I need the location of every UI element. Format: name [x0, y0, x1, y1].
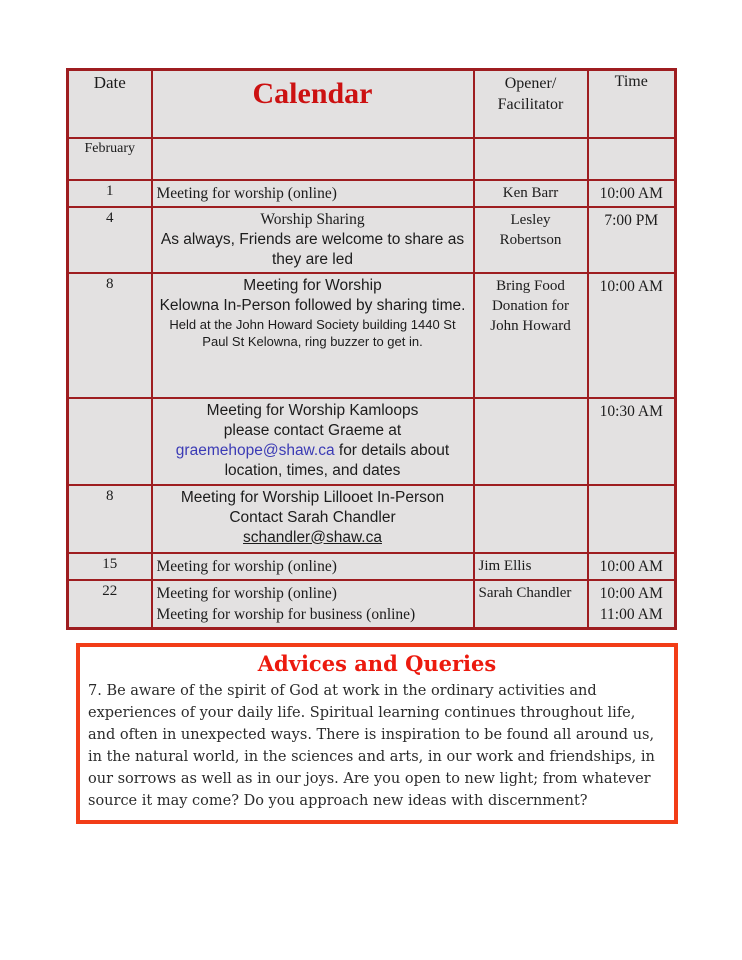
header-calendar: [152, 70, 474, 138]
cell-event: [152, 273, 474, 398]
event-line: please contact Graeme at: [223, 421, 402, 439]
cell-time: [588, 485, 676, 553]
cell-time: 10:00 AM: [588, 273, 676, 398]
advices-queries-box: [76, 643, 678, 824]
cell-opener: [474, 398, 588, 485]
event-note: Held at the John Howard Society building 1440 St Paul St Kelowna, ring buzzer to get in.: [169, 316, 456, 349]
table-row: [68, 207, 676, 273]
header-opener-facilitator: [474, 70, 588, 138]
table-row: [68, 398, 676, 485]
cell-time: [588, 580, 676, 629]
cell-date: 8: [68, 485, 152, 553]
schandler-email-link[interactable]: schandler@shaw.ca: [243, 528, 382, 546]
cell-opener: Sarah Chandler: [474, 580, 588, 629]
cell-opener: [474, 485, 588, 553]
event-description: As always, Friends are welcome to share as they are led: [160, 230, 465, 268]
event-line-with-link: [157, 528, 469, 548]
event-title: Worship Sharing: [260, 210, 365, 228]
event-link-after-text: for details about: [334, 441, 450, 459]
cell-date: 15: [68, 553, 152, 580]
cell-date: [68, 398, 152, 485]
table-row: [68, 580, 676, 629]
event-line: Meeting for worship (online): [156, 584, 337, 602]
cell-event: [152, 485, 474, 553]
month-row: [68, 138, 676, 180]
cell-date: 4: [68, 207, 152, 273]
event-line: Meeting for Worship Lillooet In-Person: [180, 488, 445, 506]
event-line: Meeting for worship for business (online): [156, 605, 416, 623]
cell-opener: Lesley Robertson: [474, 207, 588, 273]
cell-time: 10:00 AM: [588, 180, 676, 207]
event-line: Contact Sarah Chandler: [229, 508, 396, 526]
cell-event: Meeting for worship (online): [152, 180, 474, 207]
month-event-cell: [152, 138, 474, 180]
table-row: [68, 553, 676, 580]
advices-queries-text: 7. Be aware of the spirit of God at work in the ordinary activities and experiences of your daily life. Spiritual learning continues throughout life, and often in unexpected ways. There is inspiration to be found all around us, in the natural world, in the sciences and arts, in our work and friendships, in our sorrows as well as in our joys. Are you open to new light; from whatever source it may come? Do you approach new ideas with discernment?: [88, 683, 655, 809]
cell-event: [152, 207, 474, 273]
graemehope-email-link[interactable]: graemehope@shaw.ca: [175, 441, 335, 459]
cell-opener: Bring Food Donation for John Howard: [474, 273, 588, 398]
table-header-row: [68, 70, 676, 138]
month-opener-cell: [474, 138, 588, 180]
cell-time: 10:00 AM: [588, 553, 676, 580]
calendar-title: Calendar: [252, 77, 373, 110]
event-line: location, times, and dates: [224, 461, 401, 479]
cell-event: Meeting for worship (online): [152, 553, 474, 580]
table-row: [68, 180, 676, 207]
time-line: 10:00 AM: [599, 584, 663, 602]
cell-opener: Jim Ellis: [474, 553, 588, 580]
cell-event: [152, 580, 474, 629]
header-opener-line1: Opener/: [504, 75, 557, 92]
header-date: Date: [68, 70, 152, 138]
event-line: Meeting for Worship Kamloops: [206, 401, 419, 419]
cell-time: 10:30 AM: [588, 398, 676, 485]
cell-time: 7:00 PM: [588, 207, 676, 273]
table-row: [68, 273, 676, 398]
header-opener-line2: Facilitator: [497, 96, 564, 113]
advices-queries-title: Advices and Queries: [257, 651, 497, 676]
header-time: Time: [588, 70, 676, 138]
cell-opener: Ken Barr: [474, 180, 588, 207]
month-time-cell: [588, 138, 676, 180]
event-line: Meeting for Worship: [243, 276, 382, 294]
time-line: 11:00 AM: [599, 605, 663, 623]
cell-date: 8: [68, 273, 152, 398]
event-line-with-link: [157, 441, 469, 461]
table-row: [68, 485, 676, 553]
event-line: Kelowna In-Person followed by sharing time.: [159, 296, 466, 314]
cell-date: 22: [68, 580, 152, 629]
cell-date: 1: [68, 180, 152, 207]
cell-event: [152, 398, 474, 485]
month-label: February: [68, 138, 152, 180]
calendar-table: [66, 68, 677, 630]
